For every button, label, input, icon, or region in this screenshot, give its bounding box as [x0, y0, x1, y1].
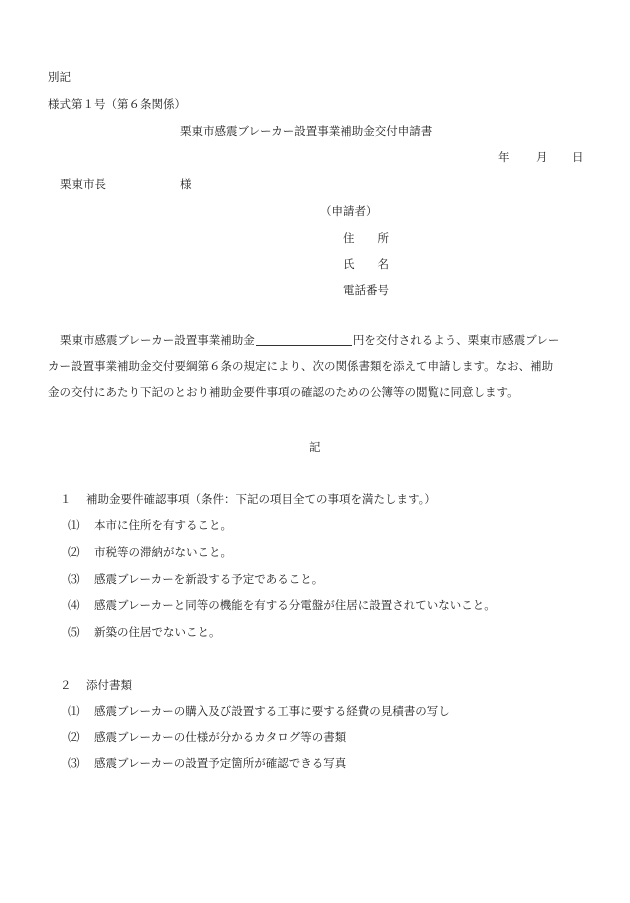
body-line-1 — [60, 333, 559, 348]
item-number: ⑴ — [68, 518, 80, 532]
section-2-item — [68, 756, 346, 771]
section-1-item — [68, 545, 232, 560]
phone-label: 電話番号 — [343, 283, 389, 297]
section-1-item — [68, 518, 232, 533]
applicant-heading: （申請者） — [320, 204, 378, 218]
item-text: 感震ブレーカーを新設する予定であること。 — [94, 572, 324, 586]
item-number: ⑴ — [68, 704, 80, 718]
item-number: ⑵ — [68, 730, 80, 744]
note-heading: 記 — [309, 440, 321, 454]
section-2-heading — [60, 678, 132, 693]
date-day-label: 日 — [572, 150, 584, 164]
form-number: 様式第１号（第６条関係） — [48, 97, 186, 111]
item-text: 感震ブレーカーの設置予定箇所が確認できる写真 — [94, 756, 347, 770]
item-number: ⑸ — [68, 625, 80, 639]
item-text: 市税等の滞納がないこと。 — [94, 545, 232, 559]
item-number: ⑶ — [68, 572, 80, 586]
item-number: ⑶ — [68, 756, 80, 770]
item-text: 感震ブレーカーと同等の機能を有する分電盤が住居に設置されていないこと。 — [94, 598, 496, 612]
addressee-name: 栗東市長 — [60, 177, 106, 191]
name-label: 氏 名 — [343, 257, 389, 271]
date-year-label: 年 — [498, 150, 510, 164]
item-text: 感震ブレーカーの購入及び設置する工事に要する経費の見積書の写し — [94, 704, 450, 718]
section-2-item — [68, 704, 450, 719]
item-text: 新築の住居でないこと。 — [94, 625, 221, 639]
item-number: ⑷ — [68, 598, 80, 612]
body-line-1-start: 栗東市感震ブレーカー設置事業補助金 — [60, 333, 255, 347]
section-2-item — [68, 730, 346, 745]
section-2-number: ２ — [60, 678, 72, 692]
item-number: ⑵ — [68, 545, 80, 559]
section-1-title: 補助金要件確認事項（条件：下記の項目全ての事項を満たします。） — [86, 492, 436, 506]
section-1-item — [68, 625, 221, 640]
section-2-title: 添付書類 — [86, 678, 132, 692]
section-1-item — [68, 572, 323, 587]
body-line-3: 金の交付にあたり下記のとおり補助金要件事項の確認のための公簿等の閲覧に同意します。 — [48, 385, 519, 399]
appendix-label: 別記 — [48, 70, 71, 84]
section-1-number: １ — [60, 492, 72, 506]
item-text: 本市に住所を有すること。 — [94, 518, 232, 532]
addressee-honorific: 様 — [180, 177, 192, 191]
section-1-item — [68, 598, 496, 613]
document-title: 栗東市感震ブレーカー設置事業補助金交付申請書 — [180, 124, 433, 138]
address-label: 住 所 — [343, 231, 389, 245]
item-text: 感震ブレーカーの仕様が分かるカタログ等の書類 — [94, 730, 347, 744]
body-line-1-end: 円を交付されるよう、栗東市感震ブレー — [352, 333, 560, 347]
section-1-heading — [60, 492, 436, 507]
date-month-label: 月 — [536, 150, 548, 164]
amount-blank — [256, 333, 352, 346]
body-line-2: カー設置事業補助金交付要綱第６条の規定により、次の関係書類を添えて申請します。なお、補助 — [48, 359, 554, 373]
